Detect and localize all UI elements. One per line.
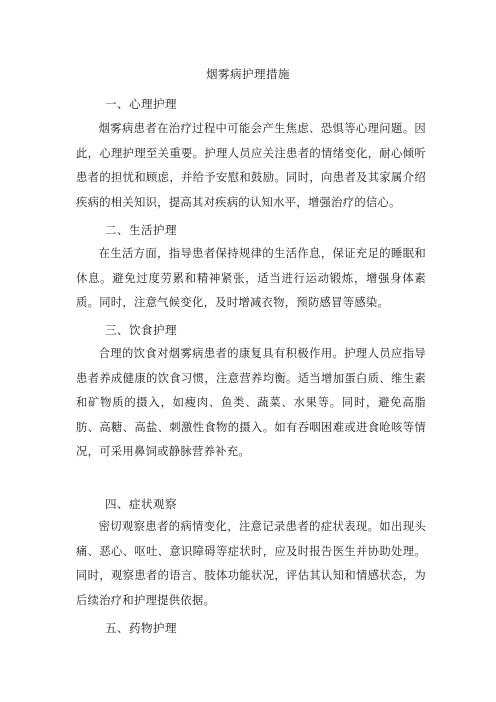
section-heading-diet-care: 三、饮食护理 [105, 323, 177, 337]
section-heading-symptom-observation: 四、症状观察 [105, 497, 177, 511]
section-heading-medication-care: 五、药物护理 [105, 621, 177, 635]
section-body-diet-care: 合理的饮食对烟雾病患者的康复具有积极作用。护理人员应指导患者养成健康的饮食习惯，注意营养均衡。适当增加蛋白质、维生素和矿物质的摄入，如瘦肉、鱼类、蔬菜、水果等。同时，避免高脂肪、高糖、高盐、刺激性食物的摄入。如有吞咽困难或进食呛咳等情况，可采用鼻饲或静脉营养补充。 [76, 347, 426, 459]
section-heading-daily-life-care: 二、生活护理 [105, 223, 177, 237]
section-body-daily-life-care: 在生活方面，指导患者保持规律的生活作息，保证充足的睡眠和休息。避免过度劳累和精神紧张，适当进行运动锻炼，增强身体素质。同时，注意气候变化，及时增减衣物，预防感冒等感染。 [76, 247, 426, 310]
section-body-symptom-observation: 密切观察患者的病情变化，注意记录患者的症状表现。如出现头痛、恶心、呕吐、意识障碍等症状时，应及时报告医生并协助处理。同时，观察患者的语言、肢体功能状况，评估其认知和情感状态，为后续治疗和护理提供依据。 [76, 520, 426, 607]
section-heading-psychological-care: 一、心理护理 [105, 97, 177, 111]
section-body-psychological-care: 烟雾病患者在治疗过程中可能会产生焦虑、恐惧等心理问题。因此，心理护理至关重要。护理人员应关注患者的情绪变化，耐心倾听患者的担忧和顾虑，并给予安慰和鼓励。同时，向患者及其家属介绍疾病的相关知识，提高其对疾病的认知水平，增强治疗的信心。 [76, 122, 426, 209]
document-title: 烟雾病护理措施 [206, 67, 290, 81]
